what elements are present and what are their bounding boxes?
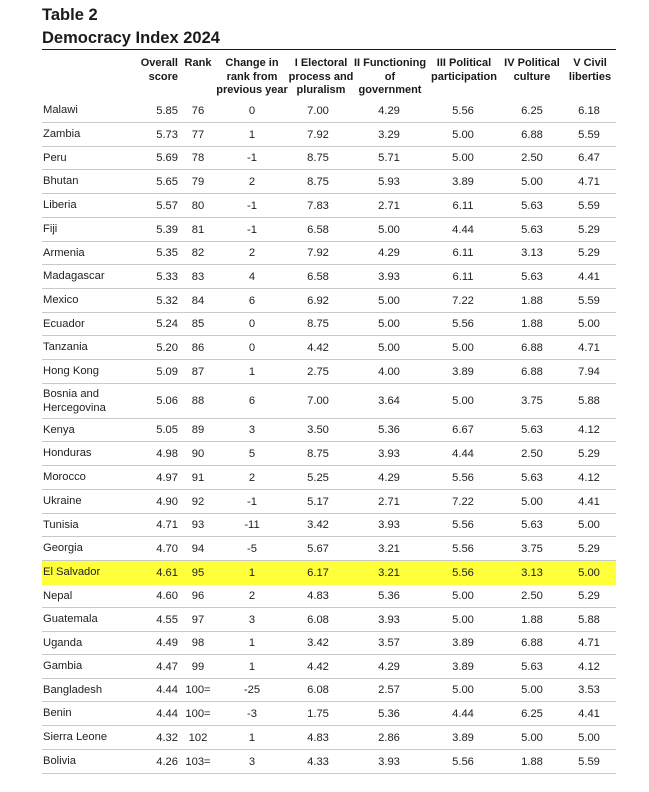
liberties-value: 5.88	[578, 395, 600, 407]
table-row	[42, 679, 616, 702]
functioning-value: 2.57	[378, 684, 400, 696]
rank-value: 88	[191, 395, 205, 407]
liberties-value: 4.41	[578, 495, 600, 508]
liberties-value: 5.00	[578, 566, 600, 579]
electoral-value: 4.83	[307, 590, 329, 602]
score-value: 5.33	[156, 270, 178, 283]
participation-value: 5.56	[452, 318, 474, 330]
score-value: 4.70	[156, 542, 178, 555]
functioning-value: 5.00	[378, 341, 400, 354]
functioning-value: 3.93	[378, 519, 400, 531]
rank-value: 78	[191, 152, 205, 164]
rank-value: 98	[191, 637, 205, 649]
table-row	[42, 702, 616, 726]
country-name: Bhutan	[43, 175, 79, 188]
table-row	[42, 123, 616, 147]
change-value: -1	[247, 199, 257, 212]
change-value: 6	[248, 294, 256, 307]
table-row	[42, 384, 616, 419]
electoral-value: 4.33	[307, 755, 329, 768]
culture-value: 3.13	[521, 247, 543, 259]
table-row	[42, 289, 616, 313]
change-value: 6	[248, 395, 256, 407]
electoral-value: 3.42	[307, 637, 329, 649]
country-name: Mexico	[43, 294, 79, 307]
electoral-value: 7.00	[307, 395, 329, 407]
score-value: 5.39	[156, 223, 178, 236]
culture-value: 2.50	[521, 447, 543, 460]
culture-value: 6.88	[521, 341, 543, 354]
change-value: -1	[247, 152, 257, 164]
rank-value: 76	[191, 104, 205, 117]
table-row	[42, 750, 616, 774]
table-row	[42, 632, 616, 655]
change-value: -1	[247, 495, 257, 508]
participation-value: 5.56	[452, 471, 474, 484]
change-value: 4	[248, 270, 256, 283]
liberties-value: 5.00	[578, 318, 600, 330]
rank-value: 81	[191, 223, 205, 236]
electoral-value: 6.08	[307, 613, 329, 626]
electoral-value: 7.92	[307, 128, 329, 141]
country-name: Bangladesh	[43, 683, 103, 696]
change-value: 1	[248, 128, 256, 141]
participation-value: 3.89	[452, 660, 474, 673]
culture-value: 3.13	[521, 566, 543, 579]
score-value: 5.32	[156, 294, 178, 307]
score-value: 4.60	[156, 590, 178, 602]
liberties-value: 4.41	[578, 707, 600, 720]
functioning-value: 3.21	[378, 566, 400, 579]
functioning-value: 5.71	[378, 152, 400, 164]
electoral-value: 7.92	[307, 247, 329, 259]
change-value: 1	[248, 660, 256, 673]
change-value: 2	[248, 590, 256, 602]
electoral-value: 8.75	[307, 175, 329, 188]
rank-value: 87	[191, 365, 205, 378]
table-row	[42, 726, 616, 750]
table-row	[42, 585, 616, 608]
liberties-value: 5.29	[578, 447, 600, 460]
functioning-value: 5.00	[378, 318, 400, 330]
column-header-electoral: I Electoral process and pluralism	[288, 57, 354, 96]
electoral-value: 1.75	[307, 707, 329, 720]
liberties-value: 5.59	[578, 128, 600, 141]
rank-value: 79	[191, 175, 205, 188]
functioning-value: 2.71	[378, 199, 400, 212]
culture-value: 1.88	[521, 294, 543, 307]
rank-value: 100=	[185, 707, 211, 720]
electoral-value: 3.50	[307, 424, 329, 436]
country-name: El Salvador	[43, 566, 101, 579]
change-value: 2	[248, 247, 256, 259]
rank-value: 100=	[185, 684, 211, 696]
rank-value: 77	[191, 128, 205, 141]
functioning-value: 5.00	[378, 294, 400, 307]
country-name: Fiji	[43, 223, 58, 236]
culture-value: 5.63	[521, 199, 543, 212]
participation-value: 3.89	[452, 365, 474, 378]
rank-value: 86	[191, 341, 205, 354]
rank-value: 89	[191, 424, 205, 436]
liberties-value: 5.29	[578, 247, 600, 259]
table-title: Democracy Index 2024	[42, 29, 220, 47]
liberties-value: 5.59	[578, 199, 600, 212]
change-value: -25	[243, 684, 261, 696]
participation-value: 5.00	[452, 613, 474, 626]
score-value: 4.44	[156, 684, 178, 696]
culture-value: 5.00	[521, 731, 543, 744]
table-label: Table 2	[42, 6, 98, 24]
electoral-value: 4.83	[307, 731, 329, 744]
country-name: Tunisia	[43, 518, 79, 531]
functioning-value: 3.93	[378, 270, 400, 283]
country-name: Tanzania	[43, 341, 88, 354]
electoral-value: 4.42	[307, 341, 329, 354]
participation-value: 5.00	[452, 590, 474, 602]
column-header-change: Change in rank from previous year	[216, 57, 288, 96]
rank-value: 90	[191, 447, 205, 460]
functioning-value: 5.00	[378, 223, 400, 236]
electoral-value: 5.67	[307, 542, 329, 555]
change-value: -3	[247, 707, 257, 720]
functioning-value: 3.64	[378, 395, 400, 407]
culture-value: 5.00	[521, 495, 543, 508]
score-value: 4.90	[156, 495, 178, 508]
electoral-value: 2.75	[307, 365, 329, 378]
functioning-value: 3.21	[378, 542, 400, 555]
functioning-value: 3.93	[378, 755, 400, 768]
score-value: 4.61	[156, 566, 178, 579]
table-row	[42, 265, 616, 289]
functioning-value: 4.29	[378, 104, 400, 117]
change-value: 0	[248, 318, 256, 330]
functioning-value: 3.29	[378, 128, 400, 141]
culture-value: 2.50	[521, 152, 543, 164]
participation-value: 4.44	[452, 707, 474, 720]
culture-value: 5.00	[521, 684, 543, 696]
electoral-value: 6.58	[307, 223, 329, 236]
score-value: 5.24	[156, 318, 178, 330]
functioning-value: 3.93	[378, 447, 400, 460]
electoral-value: 5.17	[307, 495, 329, 508]
participation-value: 5.00	[452, 684, 474, 696]
liberties-value: 4.12	[578, 424, 600, 436]
country-name: Nepal	[43, 589, 73, 602]
score-value: 5.09	[156, 365, 178, 378]
culture-value: 6.88	[521, 365, 543, 378]
change-value: 1	[248, 731, 256, 744]
participation-value: 5.00	[452, 341, 474, 354]
country-name: Peru	[43, 151, 67, 164]
participation-value: 4.44	[452, 447, 474, 460]
score-value: 5.57	[156, 199, 178, 212]
score-value: 4.55	[156, 613, 178, 626]
score-value: 4.97	[156, 471, 178, 484]
rank-value: 83	[191, 270, 205, 283]
country-name: Zambia	[43, 128, 81, 141]
score-value: 4.44	[156, 707, 178, 720]
change-value: 1	[248, 566, 256, 579]
score-value: 5.69	[156, 152, 178, 164]
liberties-value: 4.12	[578, 471, 600, 484]
electoral-value: 5.25	[307, 471, 329, 484]
culture-value: 6.25	[521, 707, 543, 720]
change-value: 0	[248, 341, 256, 354]
rank-value: 96	[191, 590, 205, 602]
country-name: Gambia	[43, 660, 83, 673]
score-value: 5.65	[156, 175, 178, 188]
participation-value: 7.22	[452, 495, 474, 508]
table-row	[42, 537, 616, 561]
change-value: 3	[248, 755, 256, 768]
electoral-value: 3.42	[307, 519, 329, 531]
functioning-value: 5.36	[378, 707, 400, 720]
participation-value: 6.11	[452, 270, 474, 283]
change-value: 1	[248, 637, 256, 649]
country-name: Kenya	[43, 423, 75, 436]
rank-value: 85	[191, 318, 205, 330]
liberties-value: 5.29	[578, 223, 600, 236]
culture-value: 3.75	[521, 395, 543, 407]
electoral-value: 7.83	[307, 199, 329, 212]
participation-value: 4.44	[452, 223, 474, 236]
participation-value: 6.67	[452, 424, 474, 436]
country-name: Ukraine	[43, 495, 82, 508]
participation-value: 3.89	[452, 637, 474, 649]
table-row	[42, 514, 616, 537]
score-value: 4.47	[156, 660, 178, 673]
liberties-value: 6.18	[578, 104, 600, 117]
country-name: Madagascar	[43, 270, 105, 283]
participation-value: 5.56	[452, 519, 474, 531]
electoral-value: 7.00	[307, 104, 329, 117]
participation-value: 5.56	[452, 566, 474, 579]
country-name: Bolivia	[43, 755, 76, 768]
score-value: 5.20	[156, 341, 178, 354]
culture-value: 3.75	[521, 542, 543, 555]
electoral-value: 8.75	[307, 318, 329, 330]
country-name: Hong Kong	[43, 365, 99, 378]
participation-value: 3.89	[452, 731, 474, 744]
electoral-value: 6.92	[307, 294, 329, 307]
score-value: 5.35	[156, 247, 178, 259]
rank-value: 84	[191, 294, 205, 307]
liberties-value: 4.41	[578, 270, 600, 283]
column-header-functioning: II Functioning of government	[353, 57, 427, 96]
participation-value: 5.56	[452, 755, 474, 768]
liberties-value: 5.88	[578, 613, 600, 626]
rank-value: 94	[191, 542, 205, 555]
table-row	[42, 336, 616, 360]
rank-value: 102	[188, 731, 208, 744]
country-name: Liberia	[43, 199, 77, 212]
rank-value: 103=	[185, 755, 211, 768]
functioning-value: 5.93	[378, 175, 400, 188]
table-row	[42, 442, 616, 466]
liberties-value: 5.59	[578, 294, 600, 307]
participation-value: 5.56	[452, 542, 474, 555]
liberties-value: 4.12	[578, 660, 600, 673]
participation-value: 5.00	[452, 128, 474, 141]
liberties-value: 5.00	[578, 731, 600, 744]
electoral-value: 6.58	[307, 270, 329, 283]
rank-value: 91	[191, 471, 205, 484]
table-row	[42, 360, 616, 384]
liberties-value: 4.71	[578, 341, 600, 354]
electoral-value: 8.75	[307, 447, 329, 460]
liberties-value: 6.47	[578, 152, 600, 164]
functioning-value: 5.36	[378, 590, 400, 602]
functioning-value: 3.57	[378, 637, 400, 649]
table-row	[42, 99, 616, 123]
culture-value: 5.63	[521, 519, 543, 531]
column-header-rank: Rank	[184, 57, 212, 69]
change-value: 2	[248, 471, 256, 484]
functioning-value: 4.29	[378, 660, 400, 673]
country-name: Ecuador	[43, 317, 85, 330]
culture-value: 6.88	[521, 128, 543, 141]
rank-value: 97	[191, 613, 205, 626]
score-value: 5.06	[156, 395, 178, 407]
culture-value: 6.88	[521, 637, 543, 649]
column-header-liberties: V Civil liberties	[568, 57, 612, 83]
rank-value: 80	[191, 199, 205, 212]
culture-value: 2.50	[521, 590, 543, 602]
participation-value: 5.00	[452, 152, 474, 164]
score-value: 4.98	[156, 447, 178, 460]
country-name: Honduras	[43, 447, 92, 460]
culture-value: 5.63	[521, 471, 543, 484]
culture-value: 1.88	[521, 613, 543, 626]
liberties-value: 5.29	[578, 590, 600, 602]
score-value: 4.26	[156, 755, 178, 768]
electoral-value: 6.08	[307, 684, 329, 696]
table-row-highlighted	[42, 561, 616, 585]
change-value: 5	[248, 447, 256, 460]
title-rule	[42, 49, 616, 50]
liberties-value: 5.59	[578, 755, 600, 768]
table-row	[42, 170, 616, 194]
rank-value: 82	[191, 247, 205, 259]
culture-value: 5.00	[521, 175, 543, 188]
liberties-value: 4.71	[578, 175, 600, 188]
table-row	[42, 655, 616, 679]
country-name: Georgia	[43, 542, 83, 555]
table-row	[42, 313, 616, 336]
electoral-value: 6.17	[307, 566, 329, 579]
electoral-value: 8.75	[307, 152, 329, 164]
table-row	[42, 608, 616, 632]
change-value: 3	[248, 424, 256, 436]
culture-value: 1.88	[521, 318, 543, 330]
change-value: 1	[248, 365, 256, 378]
change-value: 0	[248, 104, 256, 117]
column-header-score: Overall score	[140, 57, 178, 83]
electoral-value: 4.42	[307, 660, 329, 673]
culture-value: 6.25	[521, 104, 543, 117]
change-value: 3	[248, 613, 256, 626]
rank-value: 99	[191, 660, 205, 673]
column-header-culture: IV Political culture	[504, 57, 560, 83]
country-name: Morocco	[43, 471, 86, 484]
country-name: Uganda	[43, 636, 83, 649]
table-row	[42, 466, 616, 490]
table-row	[42, 218, 616, 242]
score-value: 4.32	[156, 731, 178, 744]
liberties-value: 4.71	[578, 637, 600, 649]
score-value: 5.05	[156, 424, 178, 436]
country-name: Guatemala	[43, 613, 98, 626]
functioning-value: 4.29	[378, 471, 400, 484]
participation-value: 3.89	[452, 175, 474, 188]
liberties-value: 3.53	[578, 684, 600, 696]
functioning-value: 5.36	[378, 424, 400, 436]
participation-value: 5.00	[452, 395, 474, 407]
score-value: 4.71	[156, 519, 178, 531]
culture-value: 5.63	[521, 223, 543, 236]
rank-value: 95	[191, 566, 205, 579]
country-name: Benin	[43, 707, 72, 720]
functioning-value: 2.86	[378, 731, 400, 744]
change-value: -5	[247, 542, 257, 555]
liberties-value: 5.00	[578, 519, 600, 531]
country-name: Bosnia and Hercegovina	[43, 387, 106, 414]
change-value: -1	[247, 223, 257, 236]
functioning-value: 4.29	[378, 247, 400, 259]
score-value: 5.73	[156, 128, 178, 141]
participation-value: 7.22	[452, 294, 474, 307]
culture-value: 1.88	[521, 755, 543, 768]
score-value: 5.85	[156, 104, 178, 117]
culture-value: 5.63	[521, 660, 543, 673]
participation-value: 5.56	[452, 104, 474, 117]
table-row	[42, 147, 616, 170]
column-header-participation: III Political participation	[430, 57, 497, 83]
rank-value: 92	[191, 495, 205, 508]
participation-value: 6.11	[452, 199, 474, 212]
liberties-value: 7.94	[578, 365, 600, 378]
score-value: 4.49	[156, 637, 178, 649]
table-row	[42, 242, 616, 265]
country-name: Armenia	[43, 246, 85, 259]
table-row	[42, 194, 616, 218]
culture-value: 5.63	[521, 270, 543, 283]
rank-value: 93	[191, 519, 205, 531]
culture-value: 5.63	[521, 424, 543, 436]
change-value: -11	[244, 519, 260, 531]
table-row	[42, 490, 616, 514]
participation-value: 6.11	[452, 247, 474, 259]
functioning-value: 2.71	[378, 495, 400, 508]
country-name: Malawi	[43, 104, 78, 117]
functioning-value: 3.93	[378, 613, 400, 626]
change-value: 2	[248, 175, 256, 188]
functioning-value: 4.00	[378, 365, 400, 378]
liberties-value: 5.29	[578, 542, 600, 555]
table-row	[42, 419, 616, 442]
country-name: Sierra Leone	[43, 731, 108, 744]
